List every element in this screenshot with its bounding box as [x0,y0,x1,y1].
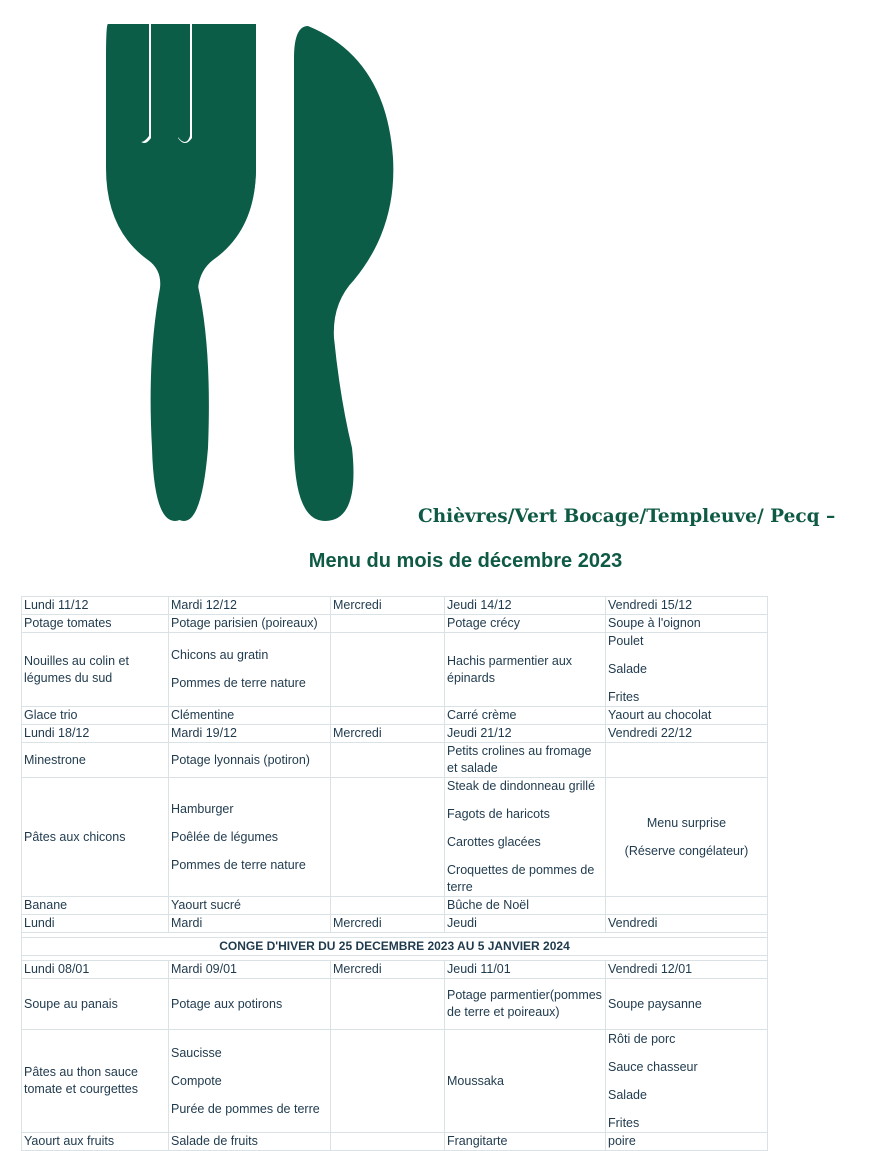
soup-cell [331,615,445,633]
holiday-row [22,938,768,956]
dish-line: Carottes glacées [447,835,541,849]
day-header: Jeudi 14/12 [445,597,606,615]
soup-cell: Potage parisien (poireaux) [169,615,331,633]
dish-line: Pommes de terre nature [171,857,306,872]
day-header: Lundi 08/01 [22,961,169,979]
dish-line: Pommes de terre nature [171,676,306,690]
dish-line: Poêlée de légumes [171,829,279,844]
week2-dessert-row [22,897,768,915]
week2-days-row [22,725,768,743]
main-cell [606,633,768,707]
day-header: Vendredi 12/01 [606,961,768,979]
main-cell: Pâtes au thon sauce tomate et courgettes [22,1030,169,1133]
soup-cell: Soupe paysanne [606,979,768,1030]
main-cell [169,633,331,707]
dessert-cell [331,1133,445,1151]
dessert-cell: Banane [22,897,169,915]
dish-line: (Réserve congélateur) [624,843,749,858]
main-cell [169,778,331,897]
soup-cell: Potage lyonnais (potiron) [169,743,331,778]
dish-line: Fagots de haricots [447,807,550,821]
dessert-cell: poire [606,1133,768,1151]
week4-soup-row [22,979,768,1030]
main-cell [169,1030,331,1133]
day-header: Jeudi [445,915,606,933]
dish-line: Croquettes de pommes de terre [447,863,595,894]
soup-cell: Potage parmentier(pommes de terre et poireaux) [445,979,606,1030]
dish-line: Poulet [608,634,644,648]
soup-cell: Soupe au panais [22,979,169,1030]
dish-line: Steak de dindonneau grillé [447,779,596,793]
dish-line: Rôti de porc [608,1031,676,1046]
soup-cell: Potage tomates [22,615,169,633]
main-cell: Nouilles au colin et légumes du sud [22,633,169,707]
week4-main-row [22,1030,768,1133]
week4-dessert-row [22,1133,768,1151]
week3-days-row [22,915,768,933]
main-cell [445,778,606,897]
day-header: Mercredi [331,725,445,743]
dish-line: Purée de pommes de terre [171,1101,320,1116]
main-cell [331,1030,445,1133]
dessert-cell: Salade de fruits [169,1133,331,1151]
dish-line: Frites [608,690,640,704]
main-cell [331,633,445,707]
main-cell [606,1030,768,1133]
week1-days-row [22,597,768,615]
dessert-cell: Bûche de Noël [445,897,606,915]
soup-cell: Potage aux potirons [169,979,331,1030]
day-header: Mardi 19/12 [169,725,331,743]
dish-line: Compote [171,1073,222,1088]
day-header: Lundi 18/12 [22,725,169,743]
day-header: Mardi [169,915,331,933]
week2-main-row [22,778,768,897]
dish-line: Salade [608,1087,647,1102]
day-header: Lundi [22,915,169,933]
soup-cell: Soupe à l'oignon [606,615,768,633]
dessert-cell [331,707,445,725]
dessert-cell: Yaourt aux fruits [22,1133,169,1151]
page-title: Menu du mois de décembre 2023 [308,550,623,572]
main-cell: Pâtes aux chicons [22,778,169,897]
day-header: Mardi 09/01 [169,961,331,979]
dish-line: Frites [608,1115,640,1130]
main-cell [331,778,445,897]
week2-soup-row [22,743,768,778]
soup-cell: Petits crolines au fromage et salade [445,743,606,778]
day-header: Lundi 11/12 [22,597,169,615]
schools-heading: Chièvres/Vert Bocage/Templeuve/ Pecq – [418,506,836,527]
day-header: Vendredi [606,915,768,933]
week1-main-row [22,633,768,707]
day-header: Jeudi 11/01 [445,961,606,979]
dessert-cell: Yaourt sucré [169,897,331,915]
dessert-cell: Carré crème [445,707,606,725]
dessert-cell [606,897,768,915]
day-header: Mercredi [331,915,445,933]
day-header: Jeudi 21/12 [445,725,606,743]
soup-cell [606,743,768,778]
day-header: Vendredi 22/12 [606,725,768,743]
week4-days-row [22,961,768,979]
dish-line: Hamburger [171,801,234,816]
main-cell [606,778,768,897]
dish-line: Salade [608,662,647,676]
day-header: Vendredi 15/12 [606,597,768,615]
dessert-cell: Yaourt au chocolat [606,707,768,725]
day-header: Mercredi [331,597,445,615]
soup-cell: Minestrone [22,743,169,778]
dessert-cell: Glace trio [22,707,169,725]
dessert-cell: Clémentine [169,707,331,725]
day-header: Mercredi [331,961,445,979]
main-cell: Moussaka [445,1030,606,1133]
menu-table [21,596,768,1151]
soup-cell [331,979,445,1030]
dessert-cell [331,897,445,915]
dish-line: Menu surprise [646,815,727,830]
week1-dessert-row [22,707,768,725]
main-cell: Hachis parmentier aux épinards [445,633,606,707]
dessert-cell: Frangitarte [445,1133,606,1151]
dish-line: Chicons au gratin [171,648,269,662]
day-header: Mardi 12/12 [169,597,331,615]
fork-knife-icon [100,18,400,524]
soup-cell [331,743,445,778]
dish-line: Saucisse [171,1045,222,1060]
week1-soup-row [22,615,768,633]
holiday-banner: CONGE D'HIVER DU 25 DECEMBRE 2023 AU 5 JANVIER 2024 [22,938,768,956]
soup-cell: Potage crécy [445,615,606,633]
knife-body [294,26,393,521]
dish-line: Sauce chasseur [608,1059,698,1074]
